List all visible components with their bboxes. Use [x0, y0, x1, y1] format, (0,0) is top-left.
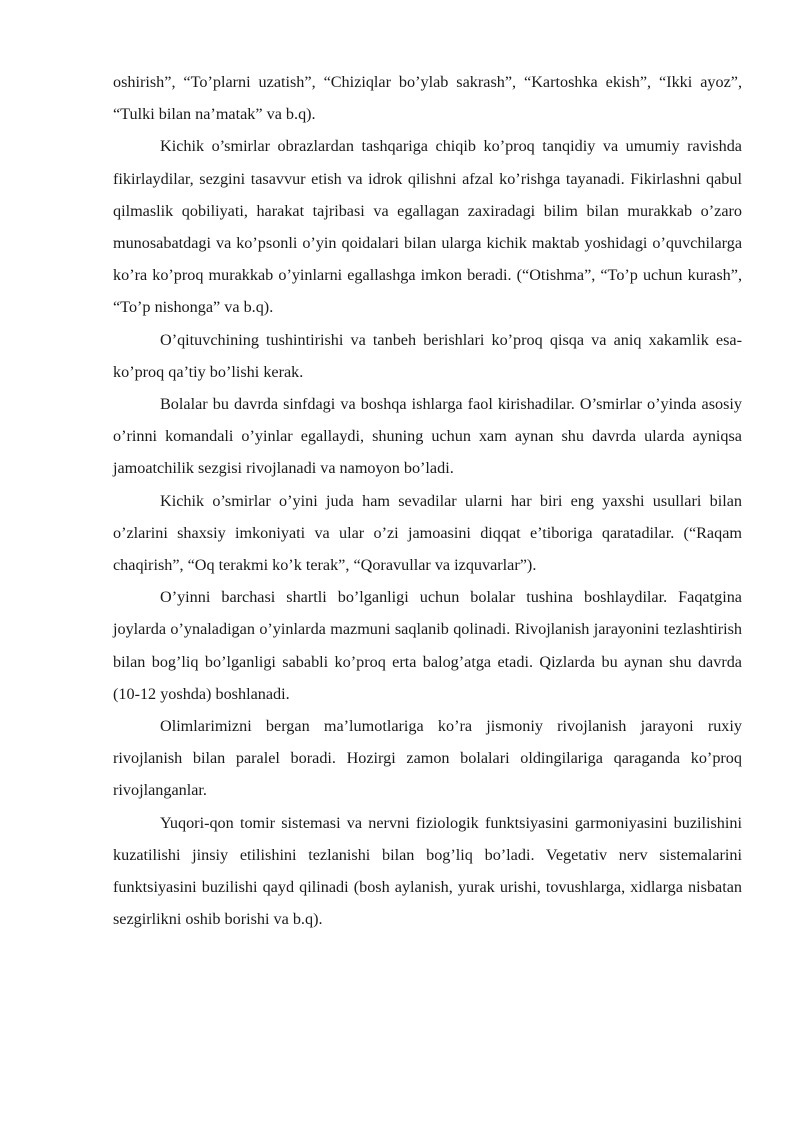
paragraph-continuation: oshirish”, “To’plarni uzatish”, “Chiziqlar bo’ylab sakrash”, “Kartoshka ekish”, “Ikki ayoz”, “Tulki bilan na’matak” va b.q).: [113, 73, 742, 124]
paragraph-physical-development: Olimlarimizni bergan ma’lumotlariga ko’ra jismoniy rivojlanish jarayoni ruxiy rivojlanish bilan paralel boradi. Hozirgi zamon bolalari oldingilariga qaraganda ko’proq rivojlanganlar.: [113, 717, 742, 800]
paragraph-older-children-thinking: Kichik o’smirlar obrazlardan tashqariga chiqib ko’proq tanqidiy va umumiy ravishda fikirlaydilar, sezgini tasavvur etish va idrok qilishni afzal ko’rishga tayanadi. Fikirlashni qabul qilmaslik qobiliyati, harakat tajribasi va egallagan zaxiradagi bilim bilan murakkab o’zaro munosabatdagi va ko’psonli o’yin qoidalari bilan ularga kichik maktab yoshidagi o’quvchilarga ko’ra ko’proq murakkab o’yinlarni egallashga imkon beradi. (“Otishma”, “To’p uchun kurash”, “To’p nishonga” va b.q).: [113, 137, 742, 317]
paragraph-teacher-explanations: O’qituvchining tushintirishi va tanbeh berishlari ko’proq qisqa va aniq xakamlik esa-ko’proq qa’tiy bo’lishi kerak.: [113, 330, 742, 381]
paragraph-conditional-games: O’yinni barchasi shartli bo’lganligi uchun bolalar tushina boshlaydilar. Faqatgina joylarda o’ynaladigan o’yinlarda mazmuni saqlanib qolinadi. Rivojlanish jarayonini tezlashtirish bilan bog’liq bo’lganligi sababli ko’proq erta balog’atga etadi. Qizlarda bu aynan shu davrda (10-12 yoshda) boshlanadi.: [113, 588, 742, 703]
paragraph-team-games: Bolalar bu davrda sinfdagi va boshqa ishlarga faol kirishadilar. O’smirlar o’yinda asosiy o’rinni komandali o’yinlar egallaydi, shuning uchun xam aynan shu davrda ularda ayniqsa jamoatchilik sezgisi rivojlanadi va namoyon bo’ladi.: [113, 395, 742, 478]
paragraph-children-love-games: Kichik o’smirlar o’yini juda ham sevadilar ularni har biri eng yaxshi usullari bilan o’zlarini shaxsiy imkoniyati va ular o’zi jamoasini diqqat e’tiboriga qaratadilar. (“Raqam chaqirish”, “Oq terakmi ko’k terak”, “Qoravullar va izquvarlar”).: [113, 491, 742, 575]
paragraph-vascular-system: Yuqori-qon tomir sistemasi va nervni fiziologik funktsiyasini garmoniyasini buzilishini kuzatilishi jinsiy etilishini tezlanishi bilan bog’liq bo’ladi. Vegetativ nerv sistemalarini funktsiyasini buzilishi qayd qilinadi (bosh aylanish, yurak urishi, tovushlarga, xidlarga nisbatan sezgirlikni oshib borishi va b.q).: [113, 813, 742, 929]
document-page: [113, 66, 742, 935]
